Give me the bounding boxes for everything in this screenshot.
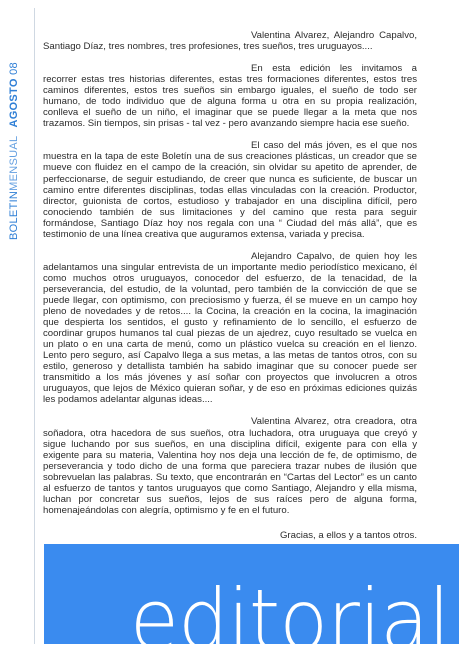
- newsletter-name: BOLETIN: [8, 190, 20, 240]
- editorial-banner: [44, 544, 459, 669]
- editorial-body: [43, 30, 417, 563]
- newsletter-vertical-label: [5, 0, 27, 240]
- newsletter-frequency: MENSUAL: [8, 135, 20, 191]
- closing-line: Gracias, a ellos y a tantos otros.: [279, 529, 417, 541]
- paragraph-intro: Valentina Alvarez, Alejandro Capalvo, Santiago Díaz, tres nombres, tres profesiones, tres sueños, tres uruguayos....: [43, 30, 417, 53]
- paragraph-alejandro: Alejandro Capalvo, de quien hoy les adelantamos una singular entrevista de un importante medio periodístico mexicano, él como muchos otros uruguayos, conocedor del esfuerzo, de la tenacidad, de la perseverancia, del estudio, de la voluntad, pero también de la convicción de que se puede llegar, con optimismo, con preciosismo y fuerza, él se mueve en un campo hoy pleno de novedades y de retos.... la Cocina, la creación en la cocina, la imaginación que despierta los sentidos, el gusto y refinamiento de lo sencillo, el esfuerzo de coordinar grupos humanos tal cual piezas de un ajedrez, cuyo resultado se vuelca en un plato o en una carta de menú, como un plástico vuelca su creación en el lienzo. Lento pero seguro, así Capalvo llega a sus metas, a las metas de tantos otros, con su estilo, generoso y detallista también ha sabido imaginar que su conocer puede ser transmitido a los más jóvenes y así soñar con proyectos que involucren a otros uruguayos, que lejos de México quieran soñar, y de eso en próximas ediciones quizás les podamos adelantar algunas ideas....: [43, 250, 417, 406]
- left-divider-rule: [34, 8, 35, 644]
- paragraph-santiago: El caso del más jóven, es el que nos muestra en la tapa de este Boletín una de sus creaciones plásticas, un creador que se mueve con fluidez en el campo de la creación, sin olvidar su apetito de aprender, de perfeccionarse, de seguir estudiando, de creer que nunca es suficiente, de buscar un camino entre diferentes disciplinas, todas ellas vinculadas con la creación. Productor, director, guionista de cortos, estudioso y trabajador en una disciplina difícil, pero conociendo también de sus limitaciones y del camino que resta para seguir formándose, Santiago Díaz hoy nos regala con una “ Ciudad del más allá”, que es testimonio de una línea creativa que auguramos extensa, variada y precisa.: [43, 140, 417, 240]
- paragraph-valentina: Valentina Alvarez, otra creadora, otra soñadora, otra hacedora de sus sueños, otra luchadora, otra uruguaya que creyó y sigue luchando por sus sueños, en una disciplina difícil, exigente para con ella y exigente para su materia, Valentina hoy nos deja una lección de fe, de optimismo, de perseverancia y todo dicho de una forma que pareciera trazar nubes de ilusión que sobrevuelan las palabras. Su texto, que encontrarán en “Cartas del Lector” es un canto al esfuerzo de tantos y tantos uruguayos que como Santiago, Alejandro y ella misma, luchan por concretar sus sueños, lejos de sus raíces pero de alguna forma, homenajeándolas con alegría, optimismo y fe en el futuro.: [43, 416, 417, 516]
- issue-year: 08: [8, 62, 20, 75]
- section-title: editorial: [129, 571, 449, 669]
- paragraph-invitation: En esta edición les invitamos a recorrer estas tres historias diferentes, estas tres formaciones diferentes, estos tres caminos diferentes, estos tres sueños sin embargo iguales, el sueño de todo ser humano, de todo individuo que de alguna forma u otra en su propia realización, conlleva el sueño de un niño, el imaginar que se puede llegar a la meta que nos trazamos. Sin tiempos, sin prisas - tal vez - pero avanzando siempre hacia ese sueño.: [43, 63, 417, 130]
- issue-month: AGOSTO: [8, 78, 20, 128]
